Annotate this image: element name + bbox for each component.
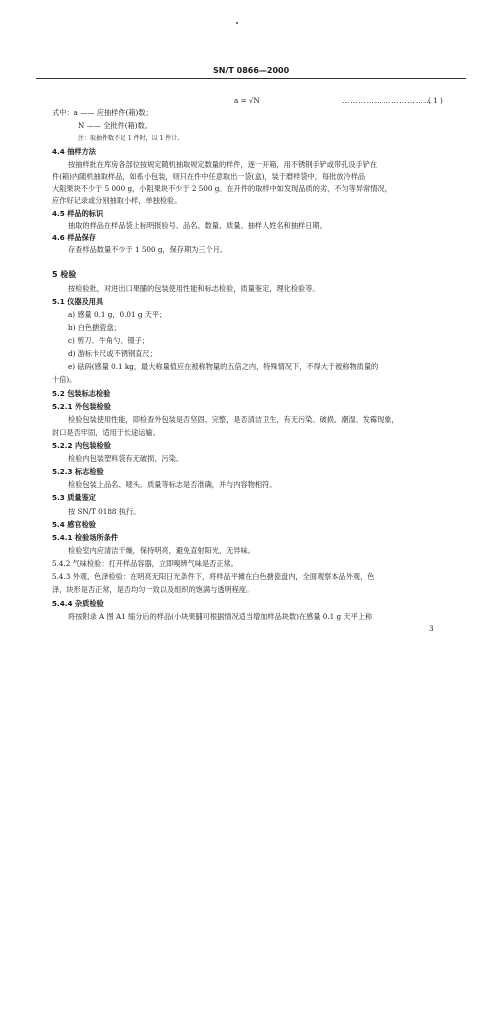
section-5-4-3-line-1: 5.4.3 外观、色泽检验：在明亮无阳日光条件下，将样品平摊在白色搪瓷盘内，全面观察本品外观，色 (52, 572, 375, 581)
page-number: 3 (429, 624, 434, 633)
header-standard-code: SN/T 0866—2000 (213, 66, 290, 75)
formula-number: ( 1 ) (428, 96, 443, 105)
section-5-4-3-line-2: 泽，块形是否正常，是否均匀一致以及组织的饱满与透明程度。 (52, 585, 254, 594)
section-5-4-1-title: 5.4.1 检验场所条件 (52, 533, 119, 542)
section-5-2-1-line-2: 封口是否牢固，适用于长途运输。 (52, 428, 160, 437)
section-5-4-2-line-1: 5.4.2 气味检验：打开样品容器，立即嗅辨气味是否正常。 (52, 559, 238, 568)
section-5-2-2-title: 5.2.2 内包装检验 (52, 441, 111, 450)
formula-leader-dots: …………………………… (342, 96, 433, 105)
section-5-title: 5 检验 (52, 270, 77, 279)
section-4-6-title: 4.6 样品保存 (52, 233, 96, 242)
section-5-4-4-title: 5.4.4 杂质检验 (52, 599, 104, 608)
section-4-5-title: 4.5 样品的标识 (52, 209, 104, 218)
where-line-n: N —— 全批件(箱)数。 (78, 121, 152, 130)
section-5-4-title: 5.4 感官检验 (52, 520, 96, 529)
section-5-2-1-title: 5.2.1 外包装检验 (52, 402, 111, 411)
section-4-4-title: 4.4 抽样方法 (52, 147, 96, 156)
section-5-2-title: 5.2 包装标志检验 (52, 389, 111, 398)
section-5-line-1: 按检验批，对进出口果脯的包装使用性能和标志检验，质量鉴定，理化检验等。 (68, 284, 320, 293)
section-5-1-title: 5.1 仪器及用具 (52, 297, 104, 306)
section-5-1-item-e-line-1: e) 砝码(感量 0.1 kg，最大称量值应在被称物量的五倍之内，特殊情况下，不得大于被称物质量的 (68, 362, 379, 371)
section-5-1-item-d: d) 游标卡尺或不锈钢直尺； (68, 349, 157, 358)
where-note: 注：取抽件数不足 1 件时，以 1 件计。 (78, 135, 184, 142)
section-4-4-line-2: 件(箱)内随机抽取样品，如系小包装，则只在件中任意取出一袋(盒)，装于磨样袋中，每批放冷样品 (52, 172, 366, 181)
section-5-2-1-line-1: 检验包装使用性能，即检查外包装是否坚固、完整，是否清洁卫生，有无污染、破损、潮湿、发霉现象， (68, 415, 399, 424)
section-5-1-item-b: b) 白色搪瓷盘； (68, 323, 121, 332)
scan-speck (236, 22, 238, 24)
section-5-3-line-1: 按 SN/T 0188 执行。 (68, 507, 141, 516)
section-5-2-2-line-1: 检验内包装塑料袋有无破损、污染。 (68, 454, 184, 463)
where-line-a: 式中：a —— 应抽样件(箱)数； (52, 108, 153, 117)
section-5-4-1-line-1: 检验室内应清洁干燥，保持明亮，避免直射阳光，无异味。 (68, 546, 255, 555)
section-5-1-item-c: c) 剪刀、牛角勺、镊子； (68, 336, 149, 345)
section-5-4-4-line-1: 将按附录 A 图 A1 缩分后的样品(小块果脯可根据情况适当增加样品块数)在感量 0.1 g 天平上称 (68, 612, 373, 621)
section-4-4-line-1: 按抽样批在库房各部位按规定随机抽取规定数量的样件，逐一开箱，用不锈钢手铲或带孔设手铲在 (68, 160, 378, 169)
header-rule (36, 78, 466, 79)
section-4-4-line-4: 应作好记录或分别抽取小样，单独检验。 (52, 196, 182, 205)
section-4-4-line-3: 大阻果块不少于 5 000 g，小阻果块不少于 2 500 g。在开件的取样中如发现品质的劣，不匀等异常情况， (52, 184, 392, 193)
section-5-1-item-e-line-2: 十倍)。 (52, 375, 77, 384)
section-5-3-title: 5.3 质量鉴定 (52, 493, 96, 502)
section-5-1-item-a: a) 感量 0.1 g，0.01 g 天平； (68, 310, 167, 319)
formula-expression: a = √N (234, 96, 260, 105)
section-4-5-line-1: 抽取的样品在样品袋上标明报验号、品名、数量、质量、抽样人姓名和抽样日期。 (68, 221, 327, 230)
section-5-2-3-line-1: 检验包装上品名、唛头、质量等标志是否准确，并与内容物相符。 (68, 480, 277, 489)
section-4-6-line-1: 存查样品数量不少于 1 500 g，保存期为三个月。 (68, 245, 228, 254)
section-5-2-3-title: 5.2.3 标志检验 (52, 467, 104, 476)
